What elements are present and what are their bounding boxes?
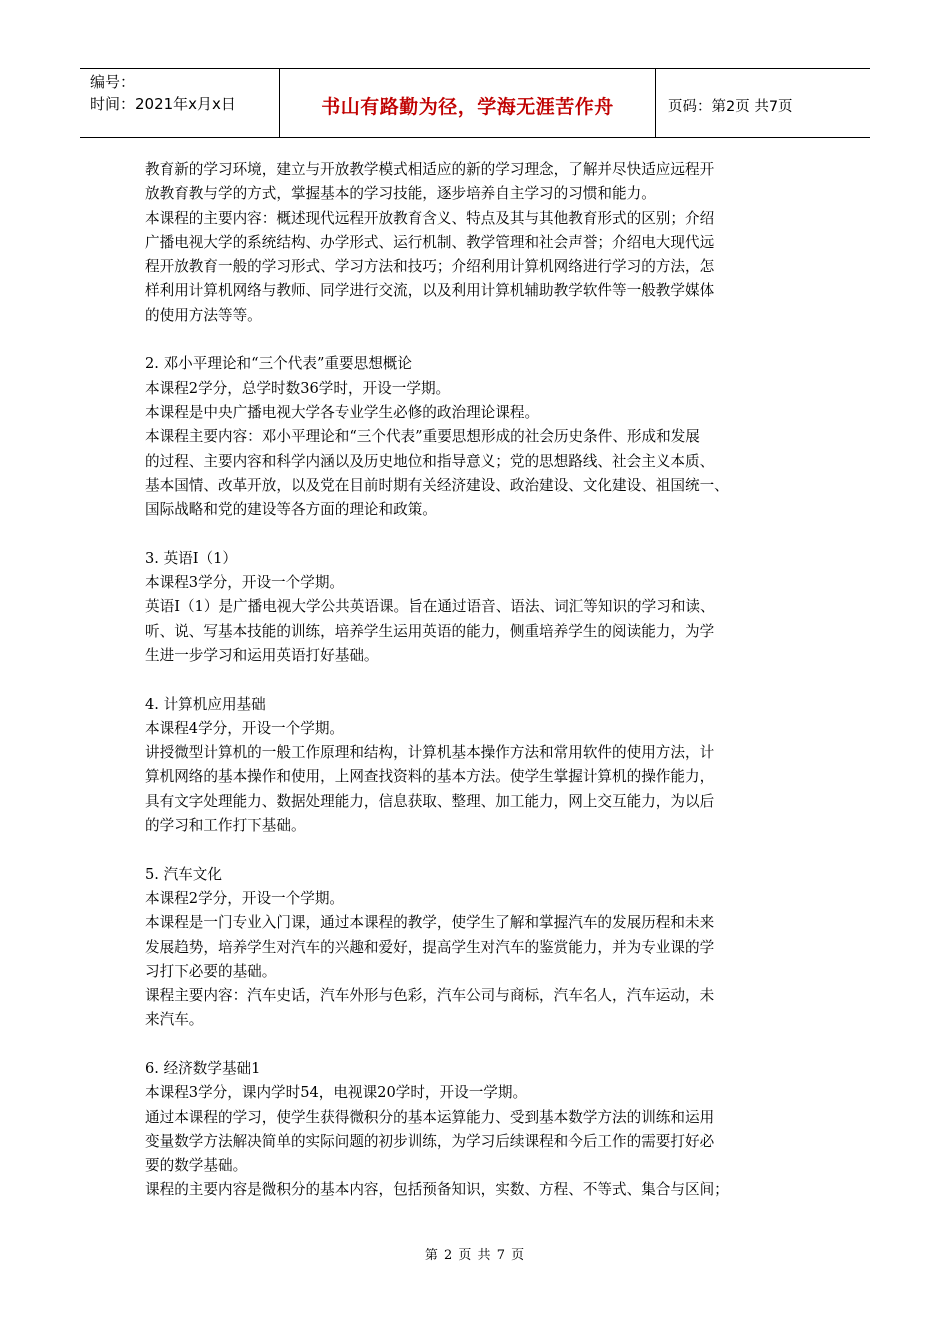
body-line: 的学习和工作打下基础。	[145, 817, 306, 835]
header-meta	[80, 69, 280, 137]
body-line: 本课程2学分，开设一个学期。	[145, 889, 345, 907]
body-line: 本课程是一门专业入门课，通过本课程的教学，使学生了解和掌握汽车的发展历程和未来	[145, 914, 715, 932]
page-footer: 第 2 页 共 7 页	[424, 1248, 526, 1263]
body-line: 本课程4学分，开设一个学期。	[145, 719, 345, 737]
body-line: 国际战略和党的建设等各方面的理论和政策。	[145, 501, 437, 519]
body-line: 本课程的主要内容：概述现代远程开放教育含义、特点及其与其他教育形式的区别；介绍	[145, 209, 715, 227]
body-line: 本课程主要内容：邓小平理论和“三个代表”重要思想形成的社会历史条件、形成和发展	[145, 428, 700, 446]
header-page-label: 页码：第2页 共7页	[668, 98, 793, 115]
body-line: 课程主要内容：汽车史话，汽车外形与色彩，汽车公司与商标，汽车名人，汽车运动，未	[145, 987, 715, 1005]
body-line: 基本国情、改革开放，以及党在目前时期有关经济建设、政治建设、文化建设、祖国统一、	[145, 476, 729, 494]
body-line: 的过程、主要内容和科学内涵以及历史地位和指导意义；党的思想路线、社会主义本质、	[145, 452, 715, 470]
blank-line	[145, 522, 817, 546]
body-line: 本课程2学分，总学时数36学时，开设一学期。	[145, 379, 451, 397]
blank-line	[145, 838, 817, 862]
body-line: 本课程3学分，课内学时54，电视课20学时，开设一学期。	[145, 1084, 528, 1102]
body-line: 要的数学基础。	[145, 1157, 248, 1175]
body-line: 英语Ⅰ（1）是广播电视大学公共英语课。旨在通过语音、语法、词汇等知识的学习和读、	[145, 598, 715, 616]
section-heading: 3. 英语Ⅰ（1）	[145, 549, 237, 567]
blank-line	[145, 328, 817, 352]
blank-line	[145, 668, 817, 692]
serial-label: 编号：	[90, 73, 136, 91]
blank-line	[145, 1033, 817, 1057]
body-line: 课程的主要内容是微积分的基本内容，包括预备知识，实数、方程、不等式、集合与区间；	[145, 1181, 729, 1199]
body-line: 来汽车。	[145, 1011, 204, 1029]
section-heading: 5. 汽车文化	[145, 865, 222, 883]
body-line: 讲授微型计算机的一般工作原理和结构，计算机基本操作方法和常用软件的使用方法，计	[145, 744, 715, 762]
body-line: 具有文字处理能力、数据处理能力，信息获取、整理、加工能力，网上交互能力，为以后	[145, 792, 715, 810]
body-line: 程开放教育一般的学习形式、学习方法和技巧；介绍利用计算机网络进行学习的方法，怎	[145, 258, 715, 276]
time-label: 时间：2021年x月x日	[90, 95, 236, 113]
body-line: 放教育教与学的方式，掌握基本的学习技能，逐步培养自主学习的习惯和能力。	[145, 185, 656, 203]
header-motto: 书山有路勤为径，学海无涯苦作舟	[280, 69, 656, 137]
page-header	[80, 68, 870, 138]
body-line: 教育新的学习环境，建立与开放教学模式相适应的新的学习理念，了解并尽快适应远程开	[145, 161, 715, 178]
document-body	[145, 158, 817, 1203]
body-line: 算机网络的基本操作和使用，上网查找资料的基本方法。使学生掌握计算机的操作能力，	[145, 768, 715, 786]
section-heading: 2. 邓小平理论和“三个代表”重要思想概论	[145, 355, 412, 373]
body-line: 习打下必要的基础。	[145, 962, 277, 980]
body-line: 广播电视大学的系统结构、办学形式、运行机制、教学管理和社会声誉；介绍电大现代远	[145, 233, 715, 251]
body-line: 生进一步学习和运用英语打好基础。	[145, 646, 379, 664]
body-line: 变量数学方法解决简单的实际问题的初步训练，为学习后续课程和今后工作的需要打好必	[145, 1132, 715, 1150]
body-line: 的使用方法等等。	[145, 306, 262, 324]
body-line: 通过本课程的学习，使学生获得微积分的基本运算能力、受到基本数学方法的训练和运用	[145, 1108, 715, 1126]
body-line: 样利用计算机网络与教师、同学进行交流，以及利用计算机辅助教学软件等一般教学媒体	[145, 282, 715, 300]
section-heading: 4. 计算机应用基础	[145, 695, 266, 713]
body-line: 本课程3学分，开设一个学期。	[145, 574, 345, 592]
body-line: 本课程是中央广播电视大学各专业学生必修的政治理论课程。	[145, 403, 540, 421]
section-heading: 6. 经济数学基础1	[145, 1059, 261, 1077]
body-line: 听、说、写基本技能的训练，培养学生运用英语的能力，侧重培养学生的阅读能力，为学	[145, 622, 715, 640]
body-line: 发展趋势，培养学生对汽车的兴趣和爱好，提高学生对汽车的鉴赏能力，并为专业课的学	[145, 938, 715, 956]
